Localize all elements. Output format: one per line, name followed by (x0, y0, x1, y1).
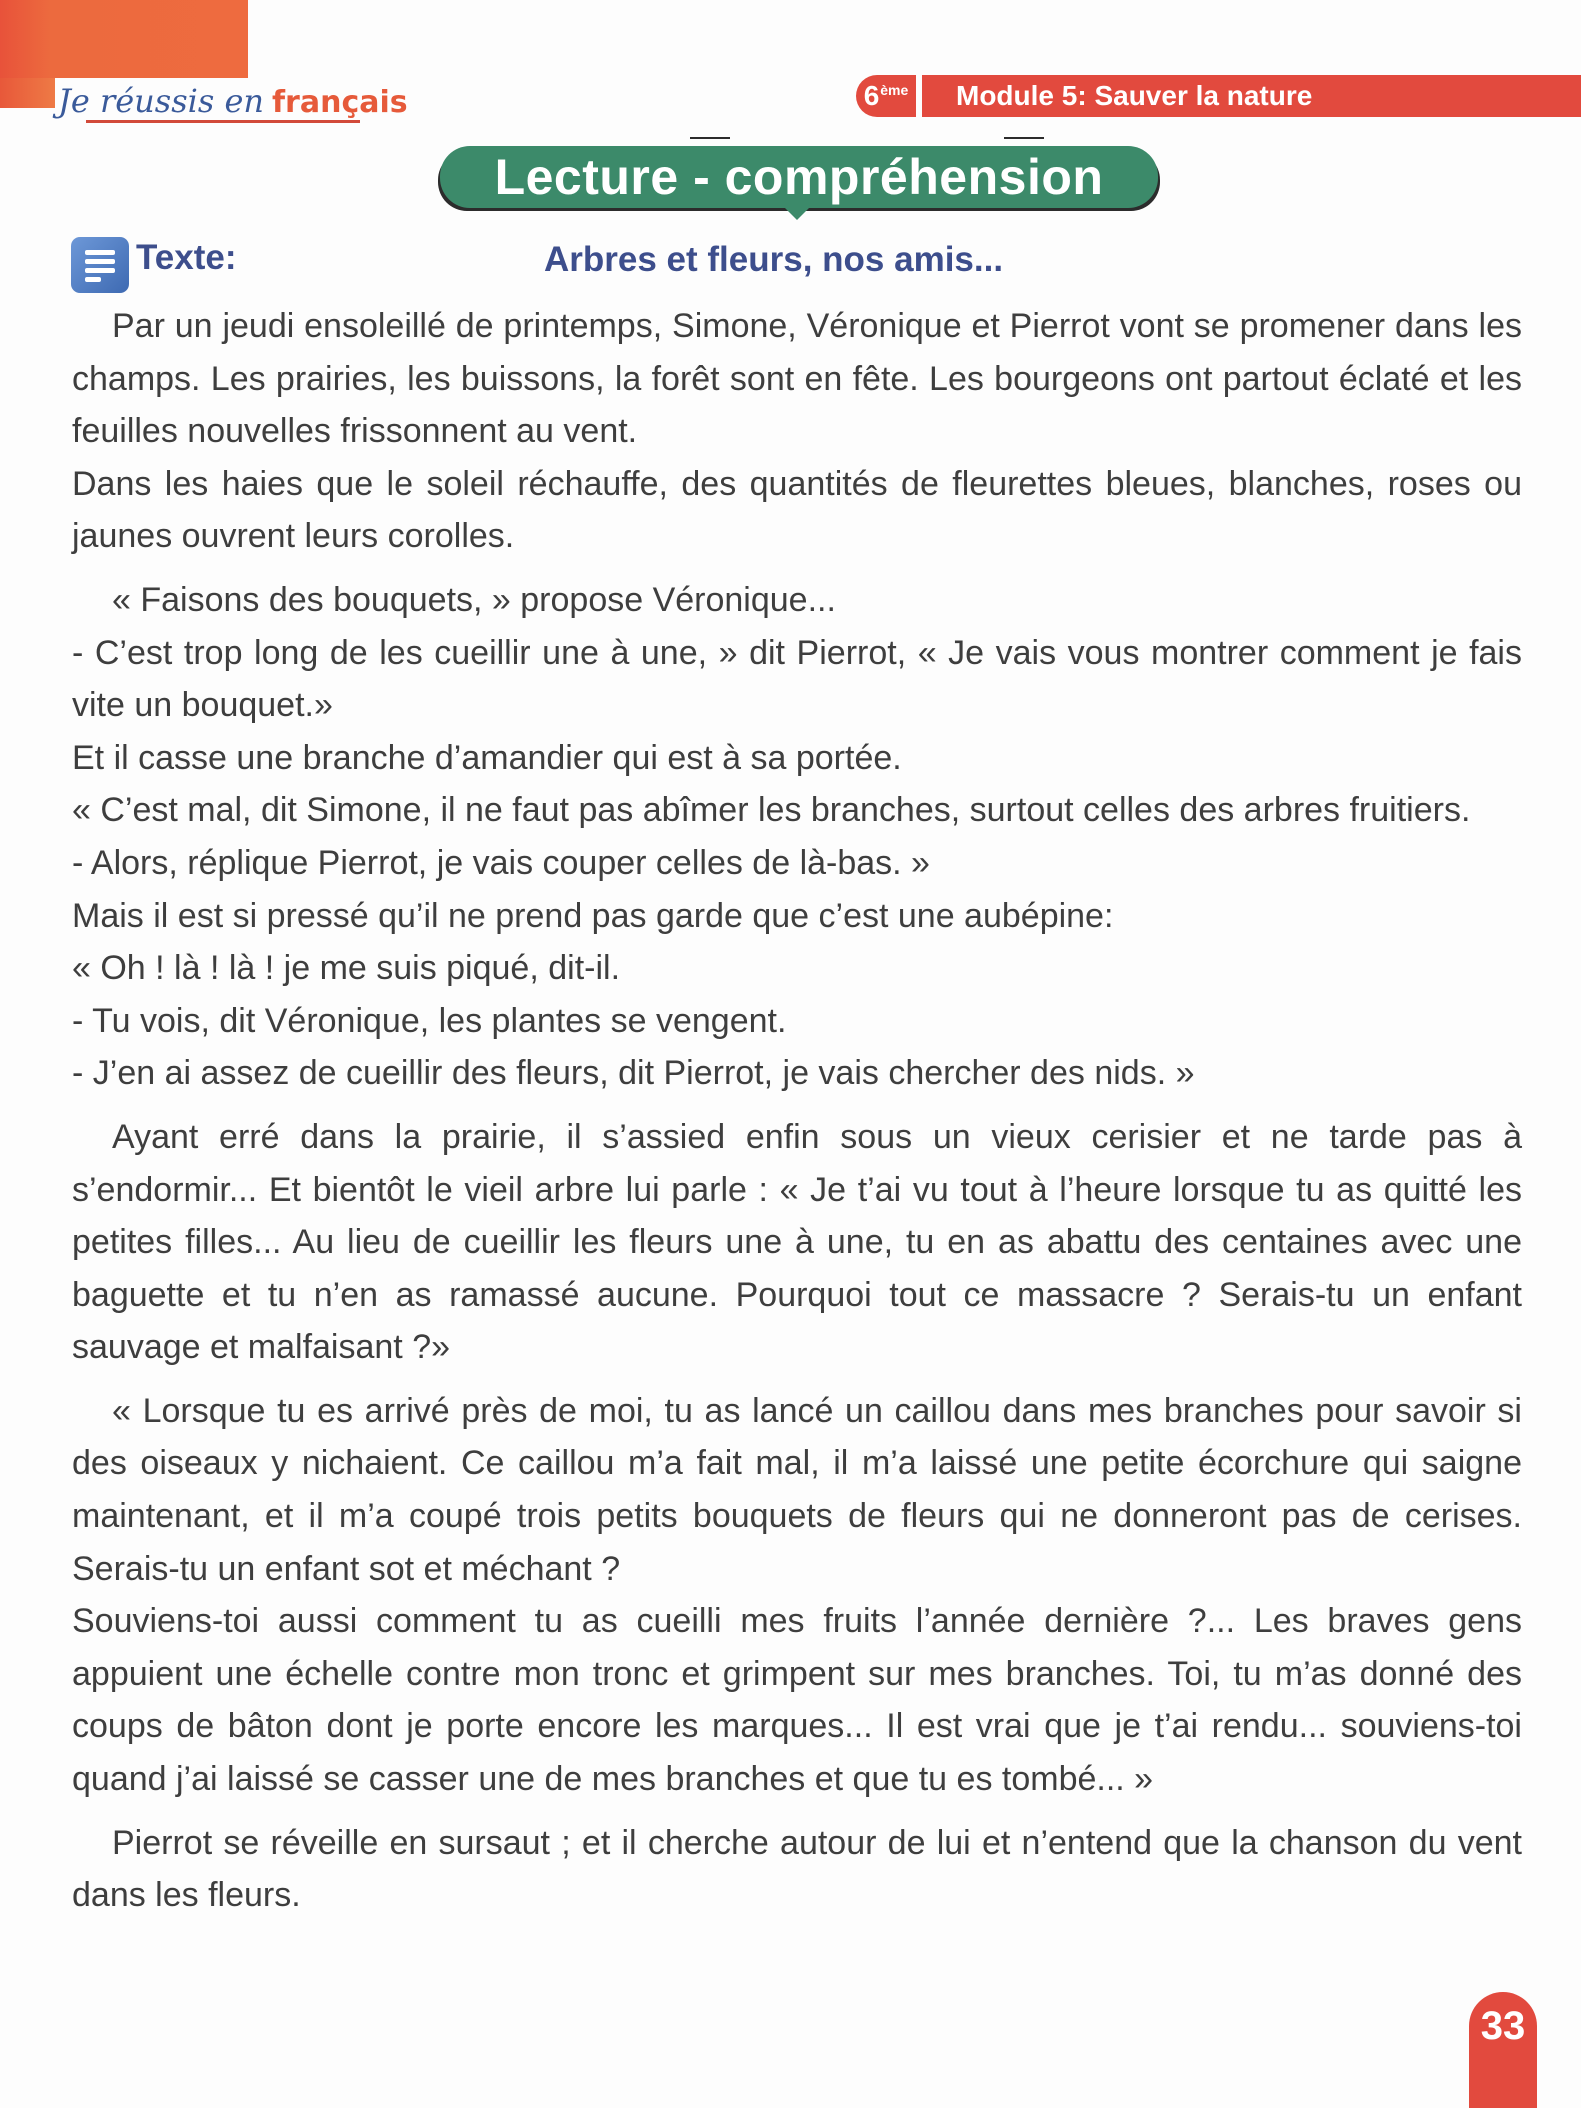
reading-passage (72, 300, 1522, 1922)
header-orange-strip (0, 78, 55, 108)
header-orange-block (0, 0, 248, 78)
passage-paragraph: Ayant erré dans la prairie, il s’assied enfin sous un vieux cerisier et ne tarde pas à s’endormir... Et bientôt le vieil arbre lui parle : « Je t’ai vu tout à l’heure lorsque tu as quitté les petites filles... Au lieu de cueillir les fleurs une à une, tu en as abattu des centaines avec une baguette et tu n’en as ramassé aucune. Pourquoi tout ce massacre ? Serais-tu un enfant sauvage et malfaisant ?» (72, 1117, 1522, 1367)
section-title: Lecture - compréhension (494, 149, 1104, 205)
passage-paragraph: Mais il est si pressé qu’il ne prend pas garde que c’est une aubépine: (72, 896, 1114, 935)
passage-paragraph: Souviens-toi aussi comment tu as cueilli mes fruits l’année dernière ?... Les braves gens appuient une échelle contre mon tronc et grimpent sur mes branches. Toi, tu m’as donné des coups de bâton dont je porte encore les marques... Il est vrai que je t’ai rendu... souviens-toi quand j’ai laissé se casser une de mes branches et que tu es tombé... » (72, 1602, 1522, 1799)
banner-decoration (1004, 137, 1044, 139)
passage-paragraph: « Faisons des bouquets, » propose Véronique... (112, 580, 836, 619)
text-label: Texte: (136, 238, 237, 277)
page-number-badge (1469, 1992, 1537, 2108)
passage-paragraph: - Tu vois, dit Véronique, les plantes se vengent. (72, 1001, 787, 1040)
text-title: Arbres et fleurs, nos amis... (544, 240, 1004, 279)
document-lines-icon (71, 237, 129, 293)
section-title-banner (440, 146, 1158, 208)
brand-text-accent: français (272, 85, 408, 120)
passage-paragraph: Pierrot se réveille en sursaut ; et il cherche autour de lui et n’entend que la chanson du vent dans les fleurs. (72, 1823, 1522, 1915)
grade-suffix: ème (880, 82, 909, 98)
passage-paragraph: « C’est mal, dit Simone, il ne faut pas abîmer les branches, surtout celles des arbres fruitiers. (72, 791, 1471, 830)
passage-paragraph: Par un jeudi ensoleillé de printemps, Simone, Véronique et Pierrot vont se promener dans les champs. Les prairies, les buissons, la forêt sont en fête. Les bourgeons ont partout éclaté et les feuilles nouvelles frissonnent au vent. (72, 307, 1522, 451)
passage-paragraph: « Oh ! là ! là ! je me suis piqué, dit-il. (72, 949, 621, 988)
module-label: Module 5: Sauver la nature (956, 80, 1313, 111)
banner-decoration (690, 137, 730, 139)
brand-underline (86, 120, 360, 123)
passage-paragraph: - J’en ai assez de cueillir des fleurs, dit Pierrot, je vais chercher des nids. » (72, 1054, 1195, 1093)
passage-paragraph: Dans les haies que le soleil réchauffe, des quantités de fleurettes bleues, blanches, roses ou jaunes ouvrent leurs corolles. (72, 464, 1522, 556)
module-header-bar (922, 75, 1581, 117)
grade-badge (856, 75, 916, 117)
grade-number: 6 (863, 80, 880, 111)
passage-paragraph: - C’est trop long de les cueillir une à une, » dit Pierrot, « Je vais vous montrer comment je fais vite un bouquet.» (72, 633, 1522, 725)
passage-paragraph: « Lorsque tu es arrivé près de moi, tu as lancé un caillou dans mes branches pour savoir si des oiseaux y nichaient. Ce caillou m’a fait mal, il m’a laissé une petite écorchure qui saigne maintenant, et il m’a coupé trois petits bouquets de fleurs qui ne donneront pas de cerises. Serais-tu un enfant sot et méchant ? (72, 1391, 1522, 1588)
page-number: 33 (1480, 2004, 1526, 2048)
passage-paragraph: - Alors, réplique Pierrot, je vais couper celles de là-bas. » (72, 843, 930, 882)
banner-pointer (783, 206, 811, 220)
passage-paragraph: Et il casse une branche d’amandier qui est à sa portée. (72, 738, 902, 777)
brand-text-primary: Je réussis en (58, 82, 264, 120)
